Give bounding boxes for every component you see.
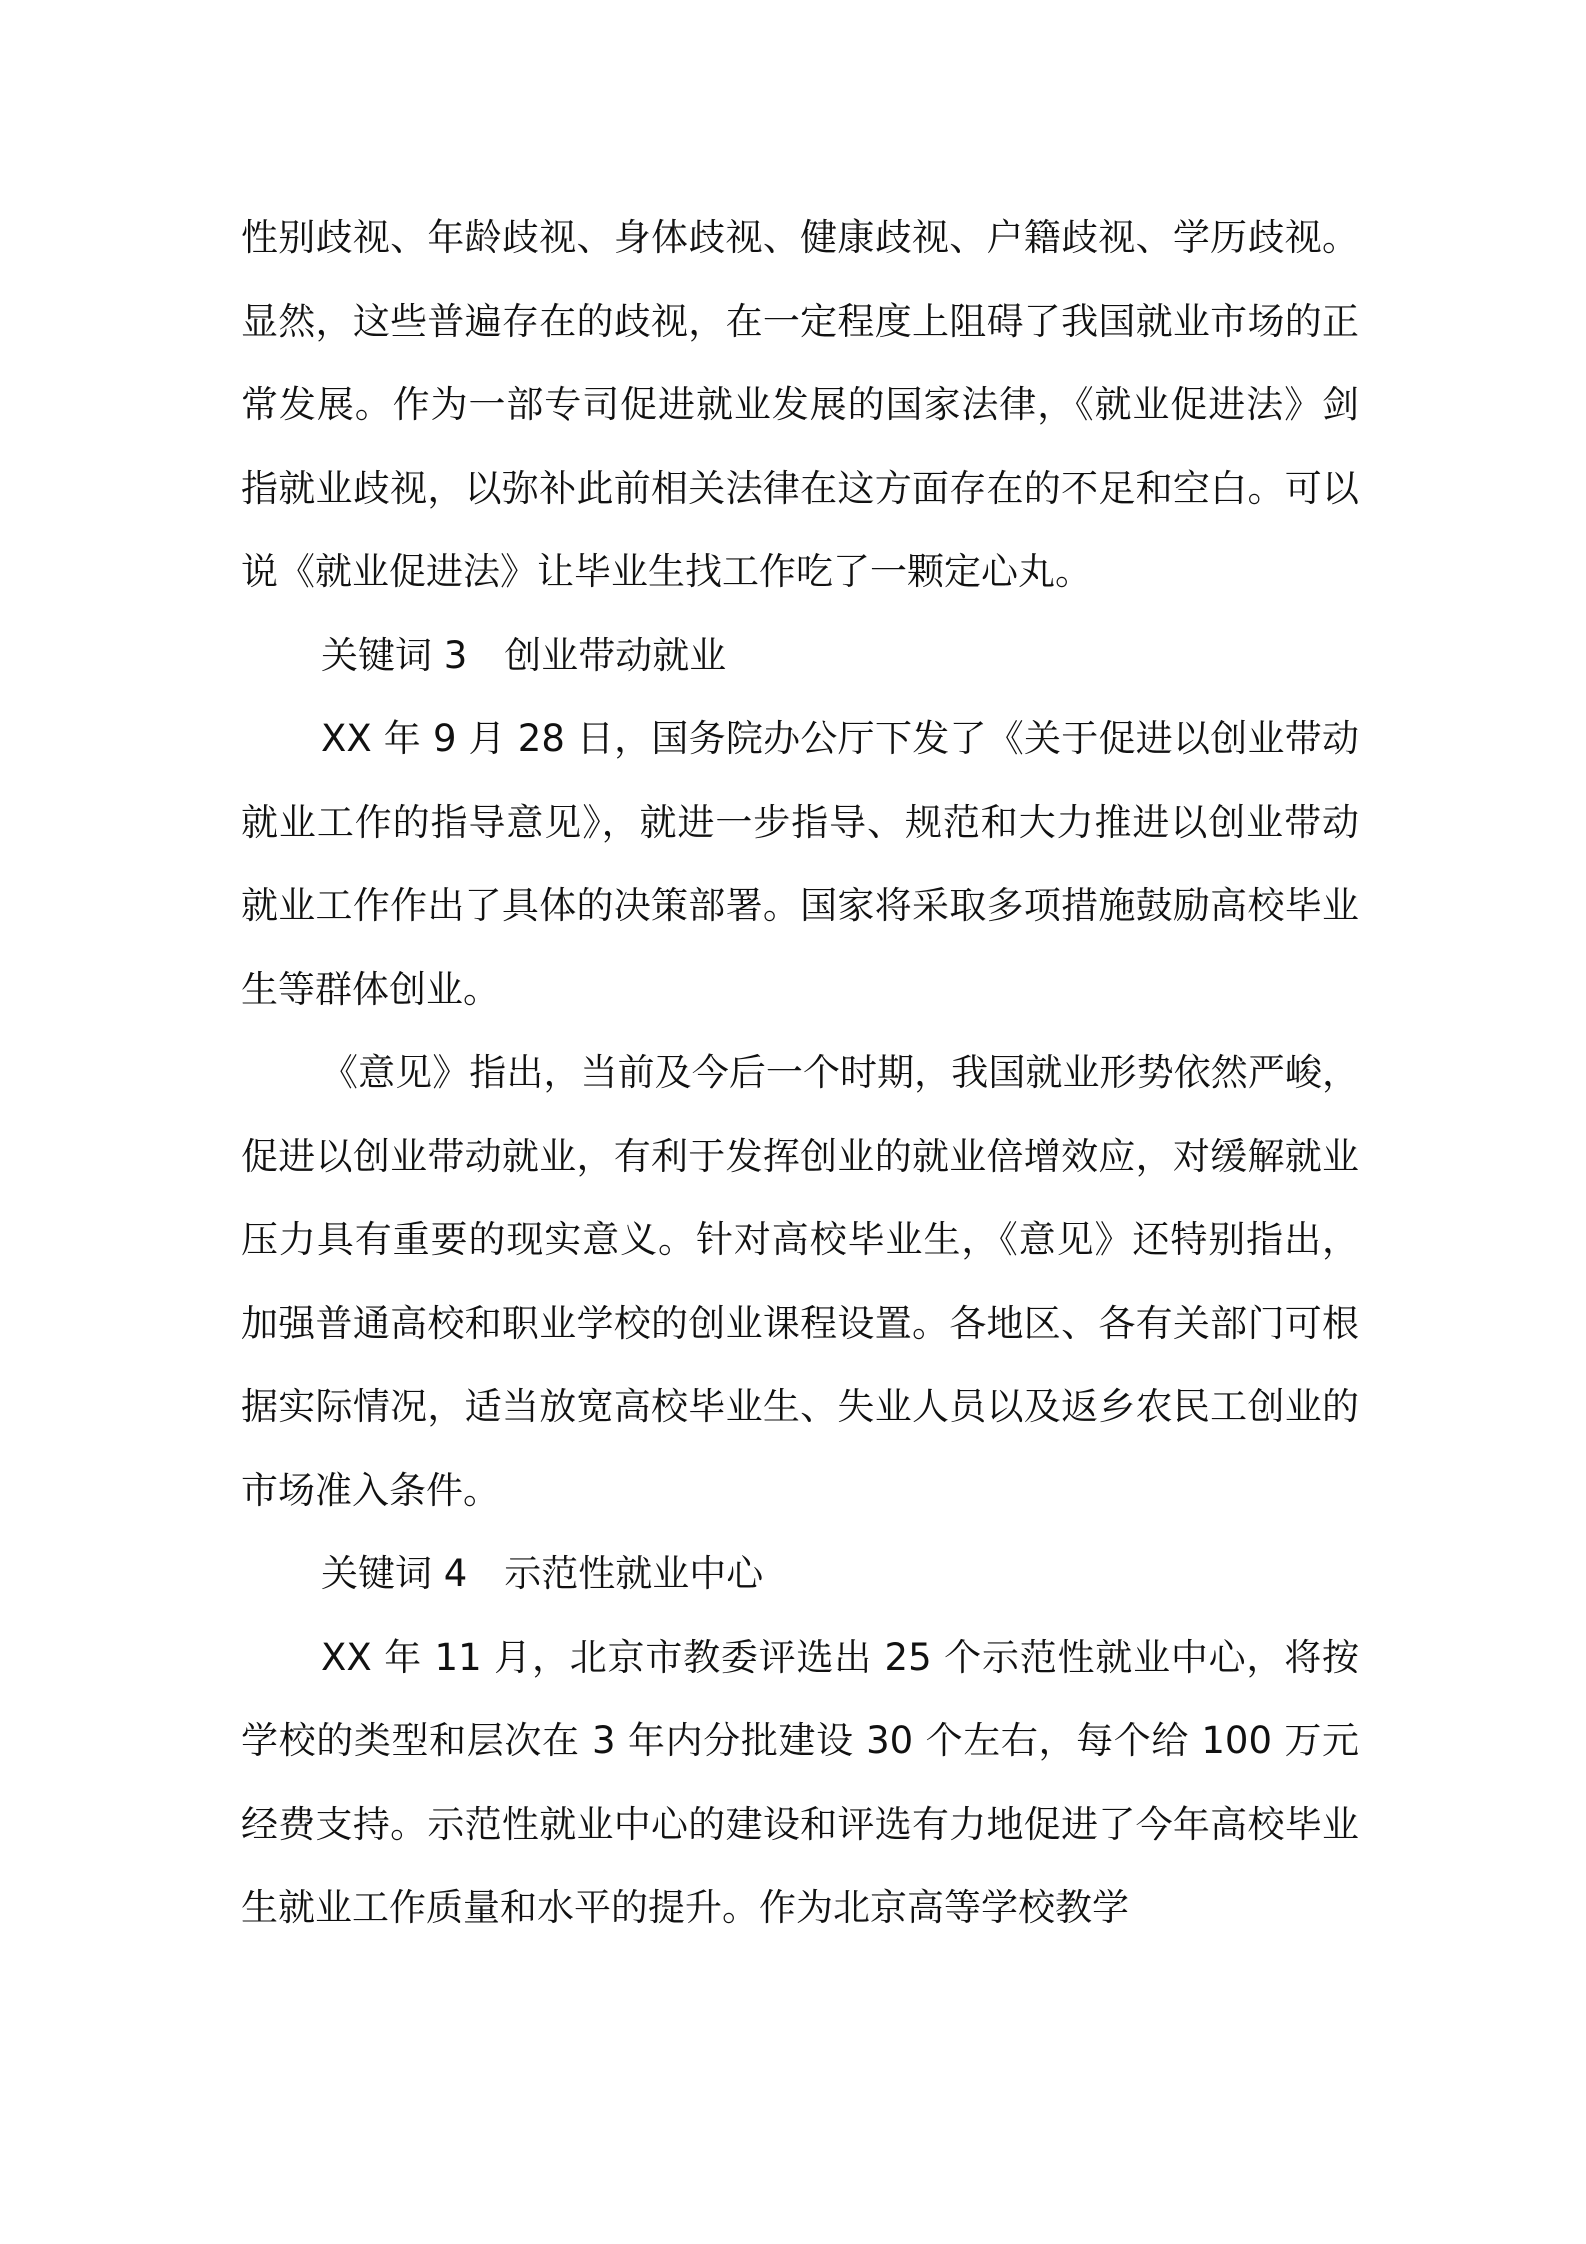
paragraph-entrepreneurship-opinion: XX 年 9 月 28 日，国务院办公厅下发了《关于促进以创业带动就业工作的指导意见》，就进一步指导、规范和大力推进以创业带动就业工作作出了具体的决策部署。国家将采取多项措施鼓励高校毕业生等群体创业。 — [241, 717, 1359, 1011]
keyword-heading-4: 关键词 4 示范性就业中心 — [321, 1552, 764, 1595]
paragraph-opinion-details: 《意见》指出，当前及今后一个时期，我国就业形势依然严峻，促进以创业带动就业，有利于发挥创业的就业倍增效应，对缓解就业压力具有重要的现实意义。针对高校毕业生，《意见》还特别指出，加强普通高校和职业学校的创业课程设置。各地区、各有关部门可根据实际情况，适当放宽高校毕业生、失业人员以及返乡农民工创业的市场准入条件。 — [241, 1051, 1359, 1512]
paragraph-demonstration-centers: XX 年 11 月，北京市教委评选出 25 个示范性就业中心，将按学校的类型和层次在 3 年内分批建设 30 个左右，每个给 100 万元经费支持。示范性就业中心的建设和评选有力地促进了今年高校毕业生就业工作质量和水平的提升。作为北京高等学校教学 — [241, 1635, 1359, 1929]
paragraph-discrimination-continuation: 性别歧视、年龄歧视、身体歧视、健康歧视、户籍歧视、学历歧视。显然，这些普遍存在的歧视，在一定程度上阻碍了我国就业市场的正常发展。作为一部专司促进就业发展的国家法律，《就业促进法》剑指就业歧视，以弥补此前相关法律在这方面存在的不足和空白。可以说《就业促进法》让毕业生找工作吃了一颗定心丸。 — [241, 216, 1359, 593]
document-body — [241, 196, 1359, 1950]
keyword-heading-3: 关键词 3 创业带动就业 — [321, 633, 727, 677]
